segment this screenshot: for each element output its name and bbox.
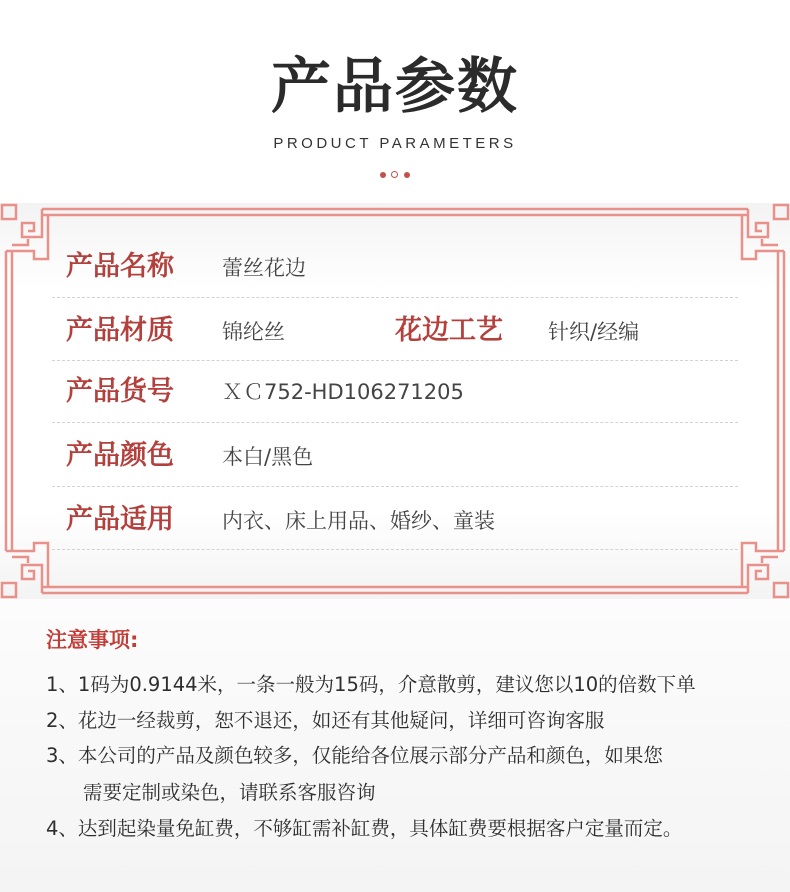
- product-name-value: 蕾丝花边: [222, 256, 306, 280]
- lace-craft-value: 针织/经编: [548, 320, 640, 344]
- product-material-label: 产品材质: [66, 315, 174, 346]
- dot-icon: [404, 172, 410, 178]
- product-sku-value: ＸＣ752-HD106271205: [222, 380, 464, 404]
- lace-craft-label: 花边工艺: [395, 315, 503, 346]
- page-title: 产品参数: [271, 52, 519, 122]
- notes-title: 注意事项:: [46, 628, 139, 652]
- product-material-value: 锦纶丝: [222, 320, 285, 344]
- product-sku-label: 产品货号: [66, 376, 174, 407]
- row-divider: [52, 486, 738, 487]
- product-usage-label: 产品适用: [66, 504, 174, 535]
- row-divider: [52, 360, 738, 361]
- note-item: 3、本公司的产品及颜色较多，仅能给各位展示部分产品和颜色，如果您: [46, 744, 663, 767]
- dot-icon: [391, 171, 398, 178]
- row-divider: [52, 422, 738, 423]
- product-color-value: 本白/黑色: [222, 445, 314, 469]
- product-usage-value: 内衣、床上用品、婚纱、童装: [222, 509, 495, 533]
- decorative-dots: [378, 171, 414, 181]
- product-name-label: 产品名称: [66, 251, 174, 282]
- note-item: 1、1码为0.9144米，一条一般为15码，介意散剪，建议您以10的倍数下单: [46, 673, 696, 696]
- dot-icon: [380, 172, 386, 178]
- note-item-continuation: 需要定制或染色，请联系客服咨询: [83, 781, 376, 804]
- page-subtitle: PRODUCT PARAMETERS: [273, 135, 517, 152]
- row-divider: [52, 297, 738, 298]
- note-item: 4、达到起染量免缸费，不够缸需补缸费，具体缸费要根据客户定量而定。: [46, 817, 683, 840]
- note-item: 2、花边一经裁剪，恕不退还，如还有其他疑问，详细可咨询客服: [46, 709, 605, 732]
- product-color-label: 产品颜色: [66, 440, 174, 471]
- row-divider: [52, 549, 738, 550]
